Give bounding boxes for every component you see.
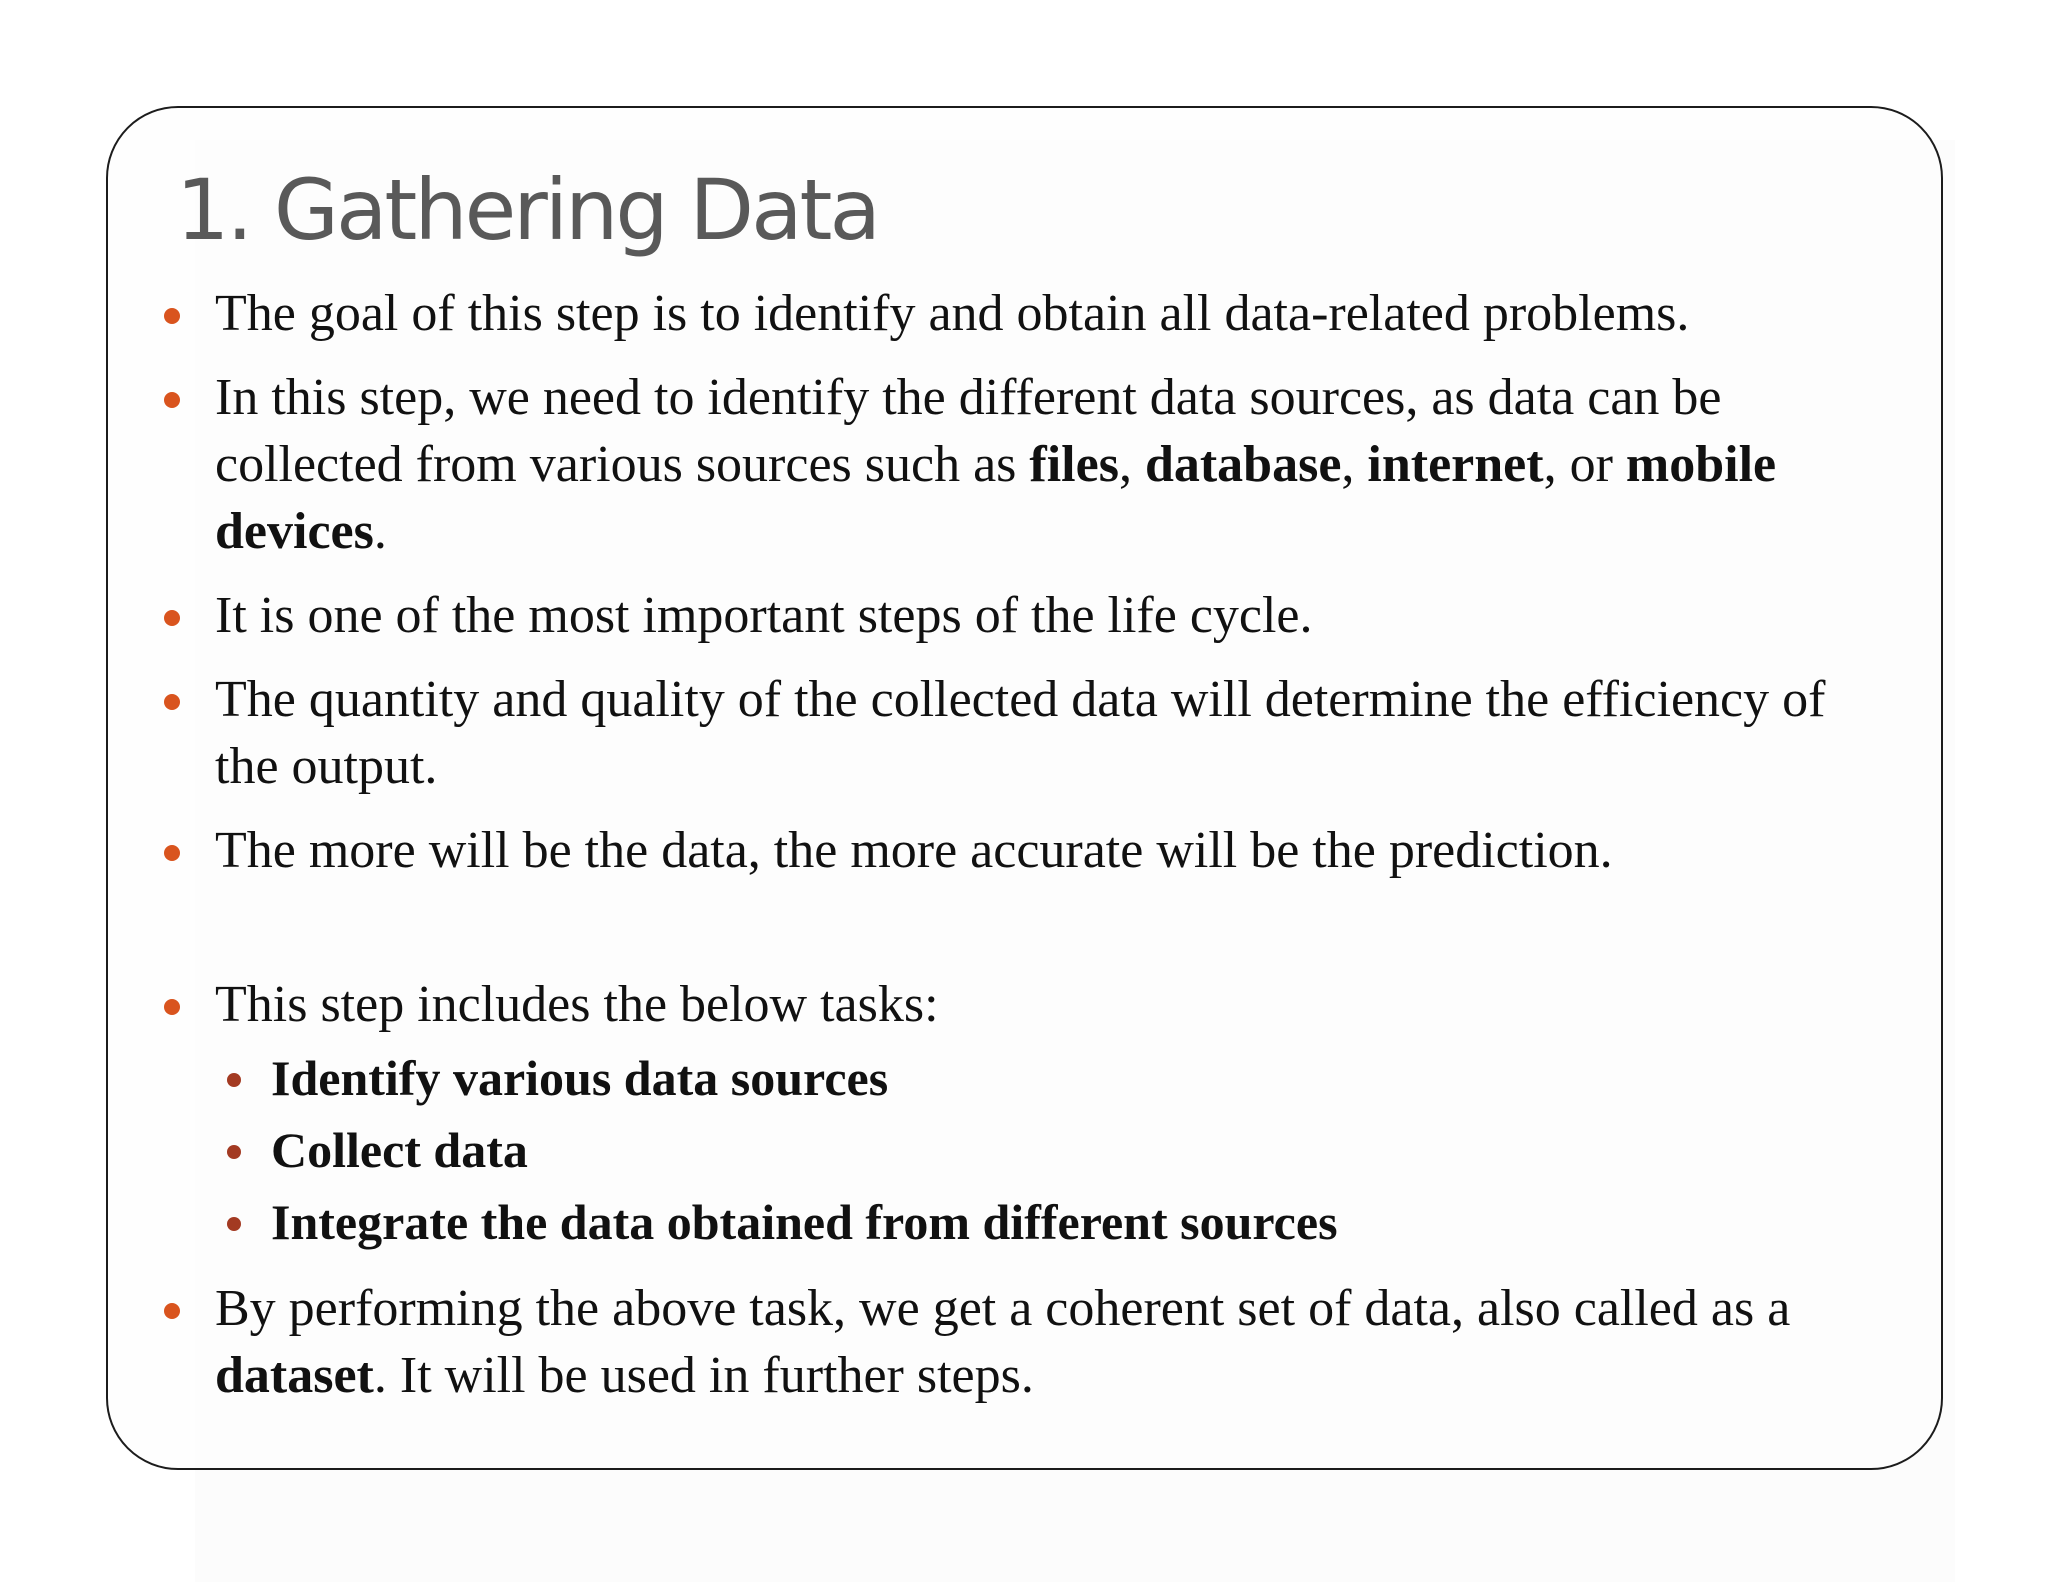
task-item: [215, 1186, 1900, 1258]
sub-bullet-dot-icon: [227, 1145, 241, 1159]
bullet-text: In this step, we need to identify the different data sources, as data can be collected from various sources such as: [215, 369, 1722, 493]
bullet-text: The more will be the data, the more accurate will be the prediction.: [215, 822, 1613, 879]
bullet-text: By performing the above task, we get a coherent set of data, also called as a: [215, 1280, 1791, 1337]
bullet-quantity-quality: [160, 666, 1900, 800]
bullet-text: .: [373, 503, 387, 560]
bullet-text: ,: [1341, 436, 1368, 493]
task-sublist: [215, 1042, 1900, 1258]
bullet-dot-icon: [164, 999, 180, 1015]
bullet-text: It is one of the most important steps of the life cycle.: [215, 587, 1313, 644]
task-item: [215, 1042, 1900, 1114]
bold-term-dataset: dataset: [215, 1347, 374, 1404]
sub-bullet-dot-icon: [227, 1073, 241, 1087]
bullet-text: The quantity and quality of the collected data will determine the efficiency of the output.: [215, 671, 1826, 795]
bullet-importance: [160, 582, 1900, 649]
bullet-text: ,: [1118, 436, 1145, 493]
bullet-dataset: [160, 1275, 1900, 1409]
bullet-data-sources: [160, 364, 1900, 565]
bullet-text: This step includes the below tasks:: [215, 976, 939, 1033]
bullet-dot-icon: [164, 308, 180, 324]
bold-term-database: database: [1144, 436, 1342, 493]
bullet-goal: [160, 280, 1900, 347]
bullet-text: . It will be used in further steps.: [373, 1347, 1034, 1404]
bullet-text: , or: [1543, 436, 1626, 493]
spacer: [160, 901, 1900, 971]
bullet-dot-icon: [164, 845, 180, 861]
bold-term-internet: internet: [1367, 436, 1544, 493]
bullet-dot-icon: [164, 610, 180, 626]
task-item: [215, 1114, 1900, 1186]
bullet-more-data: [160, 817, 1900, 884]
bullet-list: [160, 280, 1900, 1426]
bullet-dot-icon: [164, 392, 180, 408]
bullet-text: The goal of this step is to identify and obtain all data-related problems.: [215, 285, 1690, 342]
bullet-tasks: [160, 971, 1900, 1258]
task-item-label: Collect data: [271, 1122, 528, 1178]
bold-term-mobile-devices: mobile devices: [215, 436, 1777, 560]
bullet-dot-icon: [164, 694, 180, 710]
slide-title: 1. Gathering Data: [176, 161, 878, 259]
bold-term-files: files: [1029, 436, 1119, 493]
sub-bullet-dot-icon: [227, 1217, 241, 1231]
task-item-label: Integrate the data obtained from different sources: [271, 1194, 1338, 1250]
task-item-label: Identify various data sources: [271, 1050, 889, 1106]
bullet-dot-icon: [164, 1303, 180, 1319]
